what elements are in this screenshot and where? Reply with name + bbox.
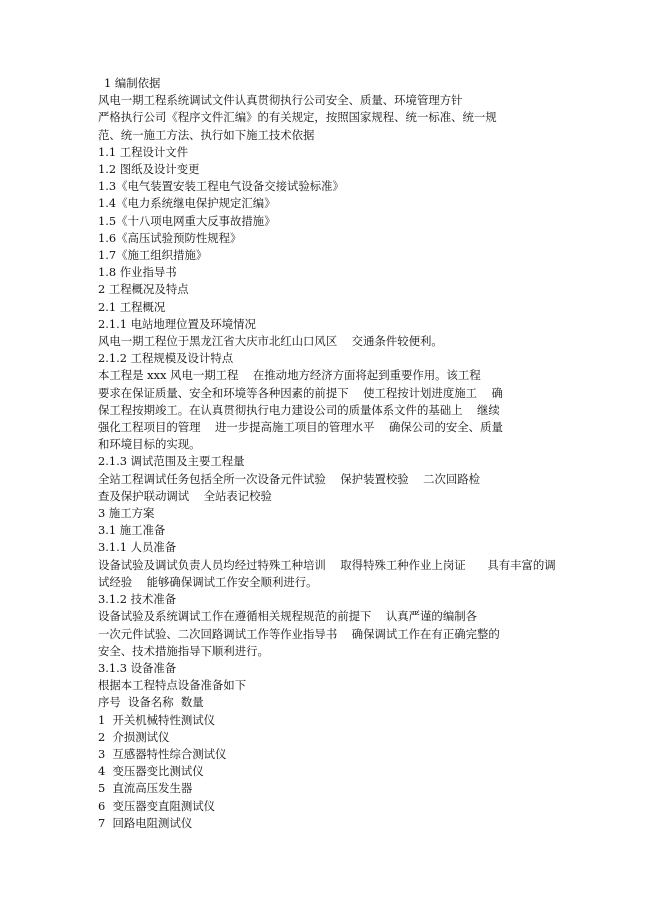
- paragraph-line: 要求在保证质量、安全和环境等各种因素的前提下 使工程按计划进度施工 确: [98, 385, 503, 400]
- equipment-row: 6 变压器变直阻测试仪: [98, 798, 216, 813]
- paragraph-line: 强化工程项目的管理 进一步提高施工项目的管理水平 确保公司的安全、质量: [98, 420, 503, 435]
- paragraph-line: 保工程按期竣工。在认真贯彻执行电力建设公司的质量体系文件的基础上 继续: [98, 402, 500, 417]
- list-item: 1.8 作业指导书: [98, 265, 177, 280]
- subsection-heading: 3.1.1 人员准备: [98, 540, 177, 555]
- paragraph-line: 严格执行公司《程序文件汇编》的有关规定，按照国家规程、统一标准、统一规: [98, 110, 497, 125]
- list-item: 1.3《电气装置安装工程电气设备交接试验标准》: [98, 179, 344, 194]
- equipment-row: 3 互感器特性综合测试仪: [98, 746, 227, 761]
- paragraph-line: 范、统一施工方法、执行如下施工技术依据: [98, 127, 315, 142]
- subsection-heading: 3.1.2 技术准备: [98, 592, 177, 607]
- list-item: 1.7《施工组织措施》: [98, 248, 208, 263]
- paragraph-line: 查及保护联动调试 全站表记校验: [98, 488, 272, 503]
- subsection-heading: 2.1.2 工程规模及设计特点: [98, 351, 234, 366]
- paragraph-line: 风电一期工程位于黑龙江省大庆市北红山口风区 交通条件较便利。: [98, 334, 443, 349]
- paragraph-line: 试经验 能够确保调试工作安全顺利进行。: [98, 574, 318, 589]
- equipment-table-header: 序号 设备名称 数量: [98, 695, 204, 710]
- equipment-row: 1 开关机械特性测试仪: [98, 712, 216, 727]
- subsection-heading: 3.1 施工准备: [98, 523, 166, 538]
- list-item: 1.6《高压试验预防性规程》: [98, 230, 242, 245]
- section-heading: 1 编制依据: [104, 76, 161, 90]
- paragraph-line: 设备试验及调试负责人员均经过特殊工种培训 取得特殊工种作业上岗证 具有丰富的调: [98, 557, 556, 572]
- paragraph-line: 安全、技术措施指导下顺利进行。: [98, 643, 269, 658]
- paragraph-line: 全站工程调试任务包括全所一次设备元件试验 保护装置校验 二次回路检: [98, 471, 481, 486]
- list-item: 1.2 图纸及设计变更: [98, 162, 200, 177]
- list-item: 1.1 工程设计文件: [98, 144, 189, 159]
- subsection-heading: 3.1.3 设备准备: [98, 660, 177, 675]
- equipment-row: 2 介损测试仪: [98, 729, 170, 744]
- list-item: 1.4《电力系统继电保护规定汇编》: [98, 196, 276, 211]
- section-heading: 2 工程概况及特点: [98, 282, 189, 297]
- subsection-heading: 2.1.1 电站地理位置及环境情况: [98, 316, 256, 331]
- paragraph-line: 一次元件试验、二次回路调试工作等作业指导书 确保调试工作在有正确完整的: [98, 626, 500, 641]
- document-body: [98, 75, 568, 832]
- section-heading: 3 施工方案: [98, 506, 155, 521]
- equipment-row: 7 回路电阻测试仪: [98, 815, 193, 830]
- paragraph-line: 根据本工程特点设备准备如下: [98, 678, 247, 693]
- equipment-row: 5 直流高压发生器: [98, 781, 193, 796]
- paragraph-line: 本工程是 xxx 风电一期工程 在推动地方经济方面将起到重要作用。该工程: [98, 368, 481, 383]
- list-item: 1.5《十八项电网重大反事故措施》: [98, 213, 276, 228]
- paragraph-line: 设备试验及系统调试工作在遵循相关规程规范的前提下 认真严谨的编制各: [98, 609, 477, 624]
- subsection-heading: 2.1.3 调试范围及主要工程量: [98, 454, 245, 469]
- subsection-heading: 2.1 工程概况: [98, 299, 166, 314]
- equipment-row: 4 变压器变比测试仪: [98, 764, 204, 779]
- paragraph-line: 风电一期工程系统调试文件认真贯彻执行公司安全、质量、环境管理方针: [98, 93, 463, 108]
- paragraph-line: 和环境目标的实现。: [98, 437, 201, 452]
